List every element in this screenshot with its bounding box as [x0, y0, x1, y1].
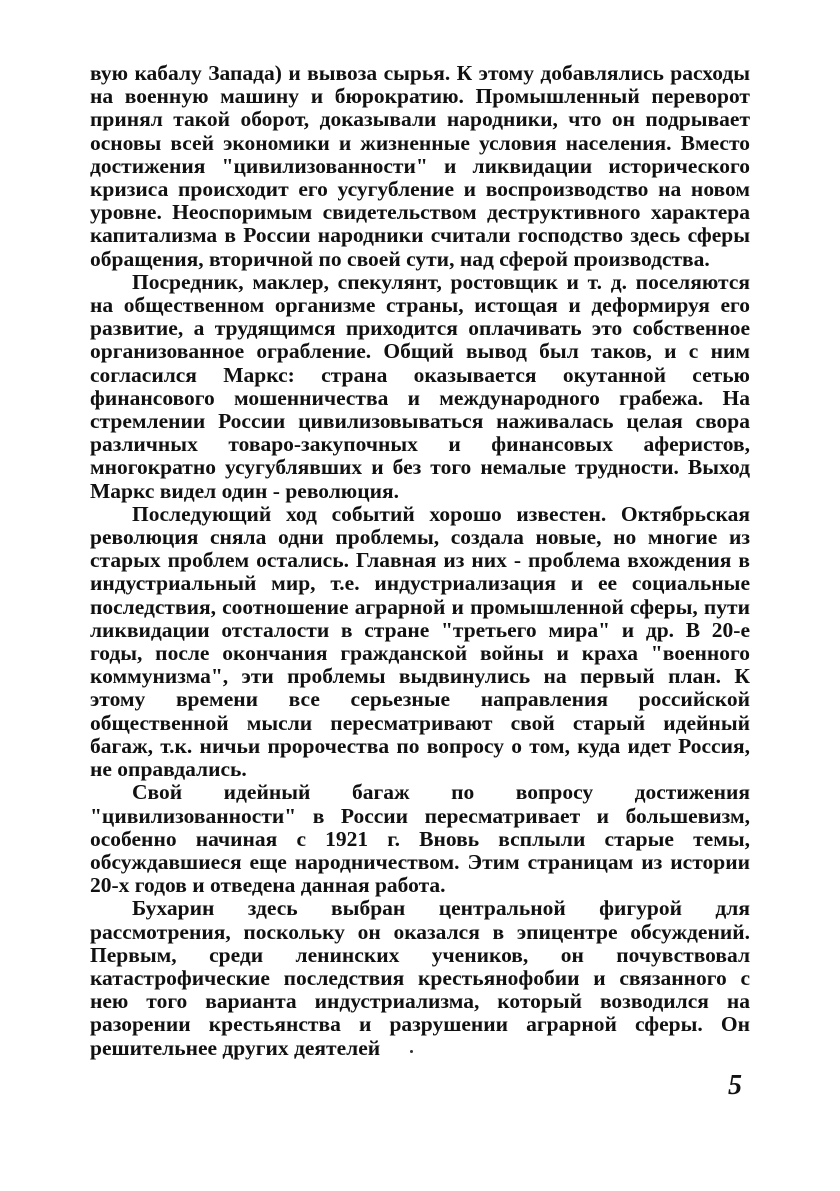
paragraph-3: Последующий ход событий хорошо известен. Октябрьская революция сняла одни проблемы, создала новые, но многие из старых проблем остались. Главная из них - проблема вхождения в индустриальный мир, т.е. индустриализация и ее социальные последствия, соотношение аграрной и промышленной сферы, пути ликвидации отсталости в стране "третьего мира" и др. В 20-е годы, после окончания гражданской войны и краха "военного коммунизма", эти проблемы выдвинулись на первый план. К этому времени все серьезные направления российской общественной мысли пересматривают свой старый идейный багаж, т.к. ничьи пророчества по вопросу о том, куда идет Россия, не оправдались.: [90, 501, 750, 782]
print-speck: [410, 1050, 413, 1053]
paragraph-1: вую кабалу Запада) и вывоза сырья. К этому добавлялись расходы на военную машину и бюрократию. Промышленный переворот принял такой оборот, доказывали народники, что он подрывает основы всей экономики и жизненные условия населения. Вместо достижения "цивилизованности" и ликвидации исторического кризиса происходит его усугубление и воспроизводство на новом уровне. Неоспоримым свидетельством деструктивного характера капитализма в России народники считали господство здесь сферы обращения, вторичной по своей сути, над сферой производства.: [90, 61, 750, 271]
page-number: 5: [728, 1070, 742, 1101]
body-text: [90, 62, 750, 1060]
paragraph-5: Бухарин здесь выбран центральной фигурой для рассмотрения, поскольку он оказался в эпицентре обсуждений. Первым, среди ленинских учеников, он почувствовал катастрофические последствия крестьянофобии и связанного с нею того варианта индустриализма, который возводился на разорении крестьянства и разрушении аграрной сферы. Он решительнее других деятелей: [90, 896, 750, 1060]
paragraph-4: Свой идейный багаж по вопросу достижения "цивилизованности" в России пересматривает и большевизм, особенно начиная с 1921 г. Вновь всплыли старые темы, обсуждавшиеся еще народничеством. Этим страницам из истории 20-х годов и отведена данная работа.: [90, 780, 750, 898]
paragraph-2: Посредник, маклер, спекулянт, ростовщик и т. д. поселяются на общественном организме страны, истощая и деформируя его развитие, а трудящимся приходится оплачивать это собственное организованное ограбление. Общий вывод был таков, и с ним согласился Маркс: страна оказывается окутанной сетью финансового мошенничества и международного грабежа. На стремлении России цивилизовываться наживалась целая свора различных товаро-закупочных и финансовых аферистов, многократно усугублявших и без того немалые трудности. Выход Маркс видел один - революция.: [90, 269, 750, 503]
